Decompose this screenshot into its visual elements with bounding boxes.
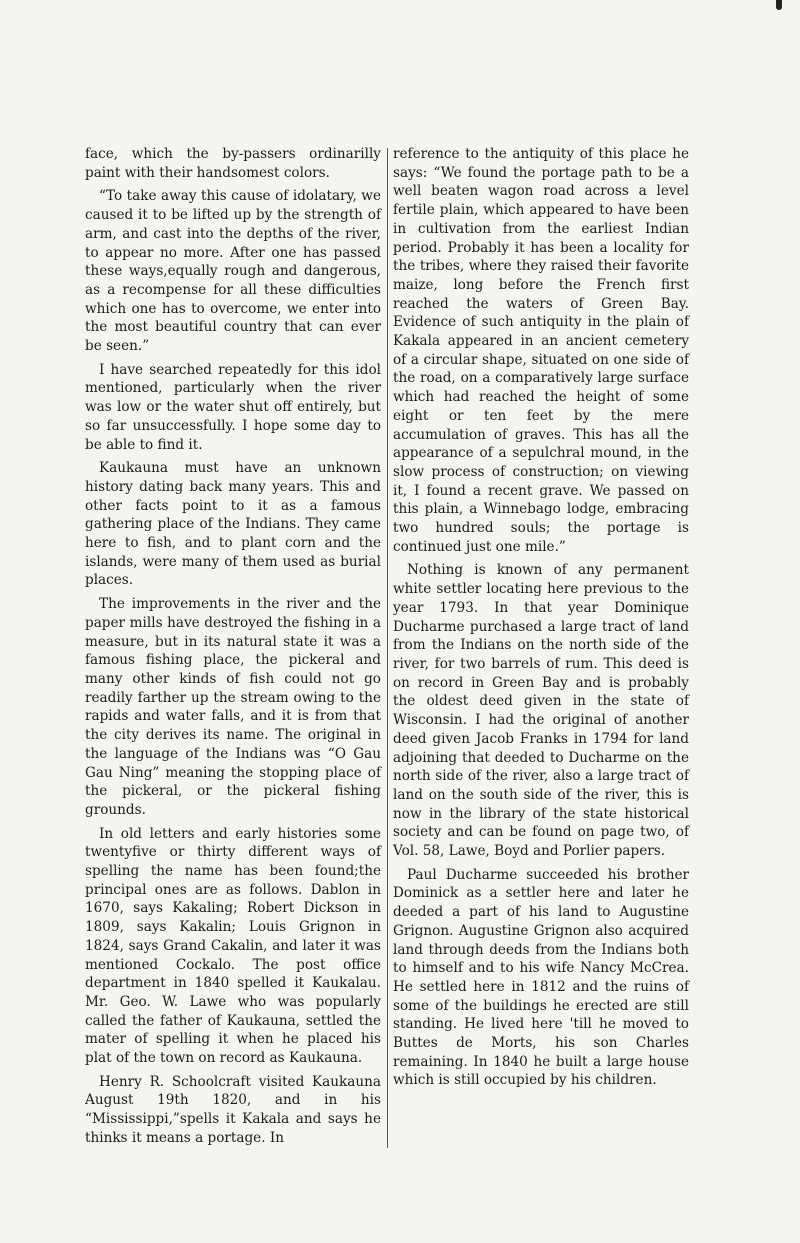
paragraph: “To take away this cause of idolatary, we caused it to be lifted up by the strength of arm, and cast into the depths of the river, to appear no more. After one has passed these ways,equally rough and dangerous, as a recompense for all these difficulties which one has to overcome, we enter into the most beautiful country that can ever be seen.” bbox=[85, 188, 381, 355]
paragraph: reference to the antiquity of this place he says: “We found the portage path to be a well beaten wagon road across a level fertile plain, which appeared to have been in cultivation from the earliest Indian period. Probably it has been a locality for the tribes, where they raised their favorite maize, long before the French first reached the waters of Green Bay. Evidence of such antiquity in the plain of Kakala appeared in an ancient cemetery of a circular shape, situated on one side of the road, on a comparatively large surface which had reached the height of some eight or ten feet by the mere accumulation of graves. This has all the appearance of a sepulchral mound, in the slow process of construction; on viewing it, I found a recent grave. We passed on this plain, a Winnebago lodge, embracing two hundred souls; the portage is continued just one mile.” bbox=[393, 146, 689, 555]
paragraph: I have searched repeatedly for this idol mentioned, particularly when the river was low or the water shut off entirely, but so far unsuccessfully. I hope some day to be able to find it. bbox=[85, 361, 381, 453]
paragraph: Paul Ducharme succeeded his brother Dominick as a settler here and later he deeded a part of his land to Augustine Grignon. Augustine Grignon also acquired land through deeds from the Indians both to himself and to his wife Nancy McCrea. He settled here in 1812 and the ruins of some of the buildings he erected are still standing. He lived here 'till he moved to Buttes de Morts, his son Charles remaining. In 1840 he built a large house which is still occupied by his children. bbox=[393, 866, 689, 1089]
paragraph: Nothing is known of any permanent white settler locating here previous to the year 1793. In that year Dominique Ducharme purchased a large tract of land from the Indians on the north side of the river, for two barrels of rum. This deed is on record in Green Bay and is probably the oldest deed given in the state of Wisconsin. I had the original of another deed given Jacob Franks in 1794 for land adjoining that deeded to Ducharme on the north side of the river, also a large tract of land on the south side of the river, this is now in the library of the state historical society and can be found on page two, of Vol. 58, Lawe, Boyd and Porlier papers. bbox=[393, 562, 689, 860]
paragraph: The improvements in the river and the paper mills have destroyed the fishing in a measure, but in its natural state it was a famous fishing place, the pickeral and many other kinds of fish could not go readily farther up the stream owing to the rapids and water falls, and it is from that the city derives its name. The original in the language of the Indians was “O Gau Gau Ning” meaning the stopping place of the pickeral, or the pickeral fishing grounds. bbox=[85, 596, 381, 818]
paragraph: In old letters and early histories some twentyfive or thirty different ways of spelling the name has been found;the principal ones are as follows. Dablon in 1670, says Kakaling; Robert Dickson in 1809, says Kakalin; Louis Grignon in 1824, says Grand Cakalin, and later it was mentioned Cockalo. The post office department in 1840 spelled it Kaukalau. Mr. Geo. W. Lawe who was popularly called the father of Kaukauna, settled the mater of spelling it when he placed his plat of the town on record as Kaukauna. bbox=[85, 825, 381, 1067]
page-edge-mark bbox=[776, 0, 782, 10]
paragraph: Kaukauna must have an unknown history dating back many years. This and other facts point to it as a famous gathering place of the Indians. They came here to fish, and to plant corn and the islands, were many of them used as burial places. bbox=[85, 460, 381, 589]
right-column bbox=[393, 145, 689, 1095]
paragraph: face, which the by-passers ordinarilly paint with their handsomest colors. bbox=[85, 146, 381, 181]
paragraph: Henry R. Schoolcraft visited Kaukauna August 19th 1820, and in his “Mississippi,”spells it Kakala and says he thinks it means a portage. In bbox=[85, 1073, 381, 1146]
left-column bbox=[85, 145, 381, 1153]
column-divider bbox=[387, 148, 388, 1148]
